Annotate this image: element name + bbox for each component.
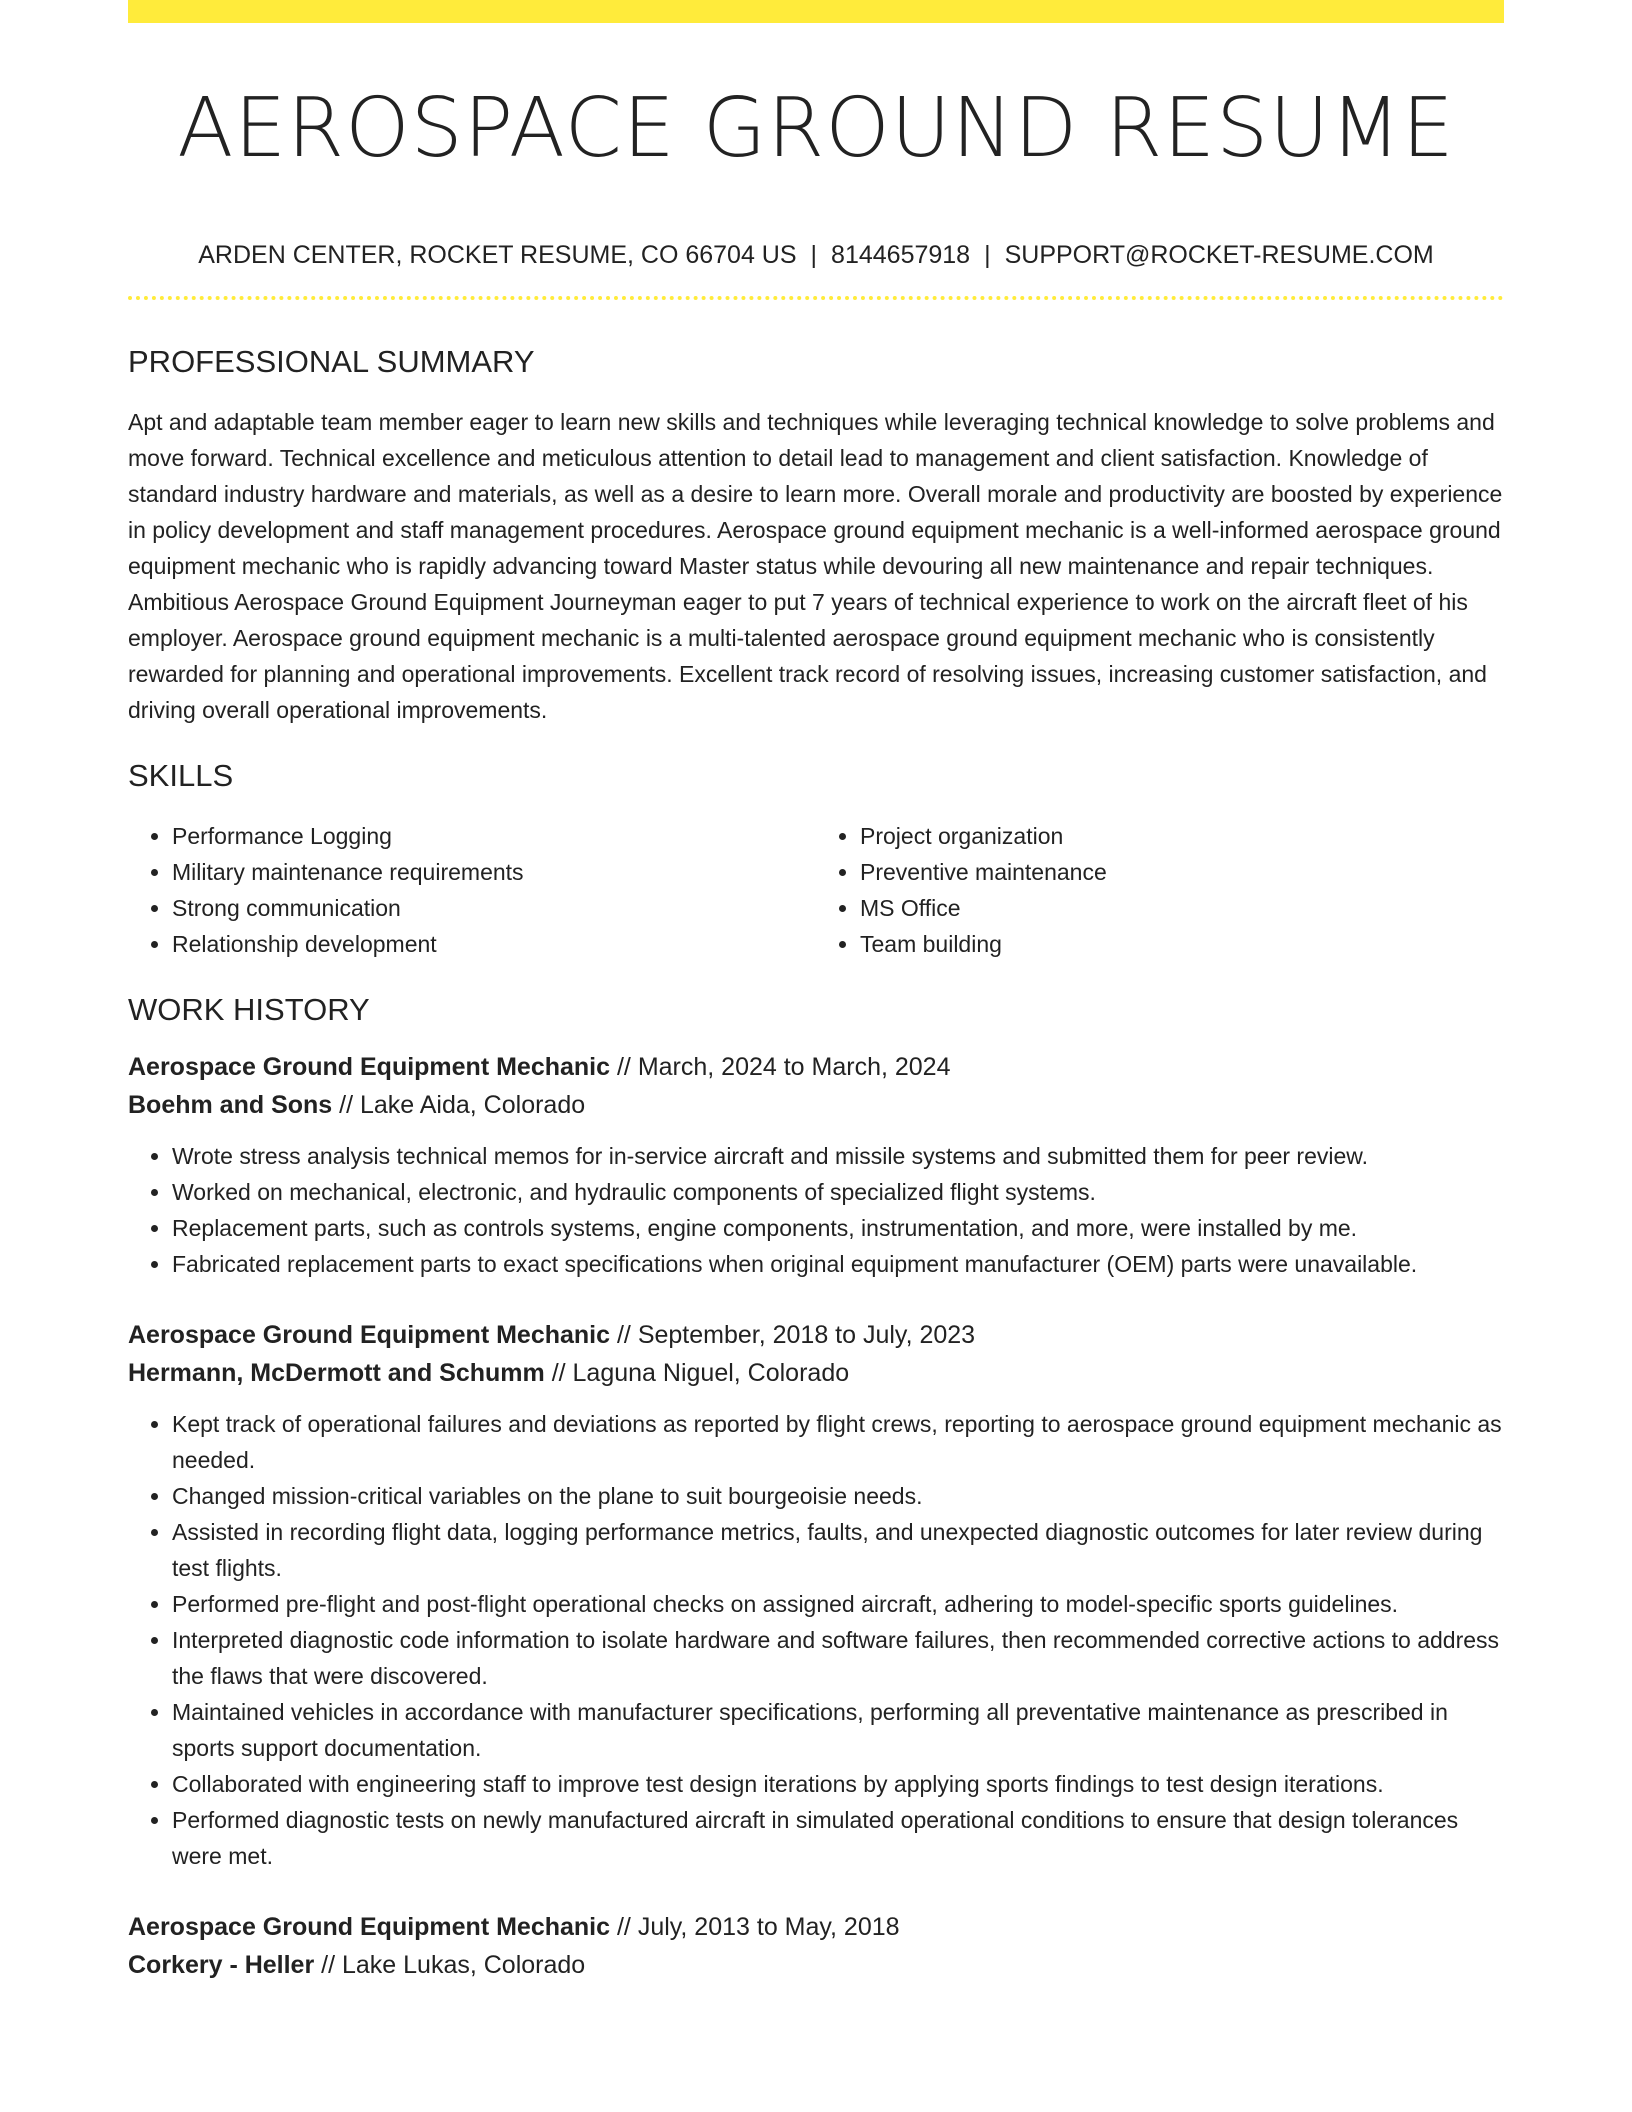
top-accent-bar: [128, 0, 1504, 23]
job-dates: // July, 2013 to May, 2018: [610, 1913, 900, 1941]
skill-item: • Relationship development: [172, 926, 816, 962]
work-history-heading: WORK HISTORY: [128, 992, 370, 1027]
job-dates: // March, 2024 to March, 2024: [610, 1053, 951, 1081]
job-title: Aerospace Ground Equipment Mechanic: [128, 1321, 611, 1349]
job-bullet: • Worked on mechanical, electronic, and hydraulic components of specialized flight systems.: [172, 1174, 1504, 1210]
contact-separator: |: [810, 241, 818, 269]
skill-item: • Military maintenance requirements: [172, 854, 816, 890]
job-title: Aerospace Ground Equipment Mechanic: [128, 1053, 611, 1081]
job-title-line: [128, 1908, 1504, 1946]
skill-item: • Team building: [860, 926, 1504, 962]
job-bullet: • Interpreted diagnostic code information to isolate hardware and software failures, then recommended corrective actions to address the flaws that were discovered.: [172, 1622, 1504, 1694]
resume-title: AEROSPACE GROUND RESUME: [177, 81, 1455, 176]
contact-email: SUPPORT@ROCKET-RESUME.COM: [1004, 241, 1434, 269]
job-bullet: • Maintained vehicles in accordance with manufacturer specifications, performing all preventative maintenance as prescribed in sports support documentation.: [172, 1694, 1504, 1766]
job-dates: // September, 2018 to July, 2023: [610, 1321, 976, 1349]
job-title-line: [128, 1316, 1504, 1354]
skills-column-right: [816, 818, 1504, 962]
contact-phone: 8144657918: [831, 241, 971, 269]
job-location: // Laguna Niguel, Colorado: [544, 1359, 850, 1387]
job-bullets: [128, 1138, 1504, 1282]
header-divider: [128, 296, 1504, 300]
job-bullet: • Assisted in recording flight data, logging performance metrics, faults, and unexpected diagnostic outcomes for later review during test flights.: [172, 1514, 1504, 1586]
skills-heading: SKILLS: [128, 758, 234, 793]
job-employer-line: [128, 1354, 1504, 1392]
summary-heading: PROFESSIONAL SUMMARY: [128, 344, 535, 379]
job-bullet: • Performed pre-flight and post-flight operational checks on assigned aircraft, adhering to model-specific sports guidelines.: [172, 1586, 1504, 1622]
skills-column-left: [128, 818, 816, 962]
resume-page: [128, 0, 1504, 1984]
skill-item: • Preventive maintenance: [860, 854, 1504, 890]
job-entry: [128, 1908, 1504, 1984]
job-bullet: • Replacement parts, such as controls systems, engine components, instrumentation, and more, were installed by me.: [172, 1210, 1504, 1246]
job-bullets: [128, 1406, 1504, 1874]
job-entry: [128, 1048, 1504, 1282]
job-employer-line: [128, 1946, 1504, 1984]
contact-line: [128, 239, 1504, 271]
job-title: Aerospace Ground Equipment Mechanic: [128, 1913, 611, 1941]
job-bullet: • Fabricated replacement parts to exact specifications when original equipment manufacturer (OEM) parts were unavailable.: [172, 1246, 1504, 1282]
contact-separator: |: [984, 241, 991, 269]
job-employer: Hermann, McDermott and Schumm: [128, 1359, 545, 1387]
job-bullet: • Collaborated with engineering staff to improve test design iterations by applying sports findings to test design iterations.: [172, 1766, 1504, 1802]
job-title-line: [128, 1048, 1504, 1086]
job-bullet: • Changed mission-critical variables on the plane to suit bourgeoisie needs.: [172, 1478, 1504, 1514]
skill-item: • Strong communication: [172, 890, 816, 926]
skill-item: • MS Office: [860, 890, 1504, 926]
job-employer-line: [128, 1086, 1504, 1124]
job-location: // Lake Aida, Colorado: [332, 1091, 586, 1119]
skill-item: • Project organization: [860, 818, 1504, 854]
skill-item: • Performance Logging: [172, 818, 816, 854]
job-employer: Corkery - Heller: [128, 1951, 315, 1979]
job-bullet: • Wrote stress analysis technical memos for in-service aircraft and missile systems and submitted them for peer review.: [172, 1138, 1504, 1174]
job-bullet: • Kept track of operational failures and deviations as reported by flight crews, reporting to aerospace ground equipment mechanic as needed.: [172, 1406, 1504, 1478]
job-location: // Lake Lukas, Colorado: [314, 1951, 586, 1979]
summary-text: Apt and adaptable team member eager to learn new skills and techniques while leveraging technical knowledge to solve problems and move forward. Technical excellence and meticulous attention to detail lead to management and client satisfaction. Knowledge of standard industry hardware and materials, as well as a desire to learn more. Overall morale and productivity are boosted by experience in policy development and staff management procedures. Aerospace ground equipment mechanic is a well-informed aerospace ground equipment mechanic who is rapidly advancing toward Master status while devouring all new maintenance and repair techniques. Ambitious Aerospace Ground Equipment Journeyman eager to put 7 years of technical experience to work on the aircraft fleet of his employer. Aerospace ground equipment mechanic is a multi-talented aerospace ground equipment mechanic who is consistently rewarded for planning and operational improvements. Excellent track record of resolving issues, increasing customer satisfaction, and driving overall operational improvements.: [128, 409, 1503, 723]
job-bullet: • Performed diagnostic tests on newly manufactured aircraft in simulated operational conditions to ensure that design tolerances were met.: [172, 1802, 1504, 1874]
skills-list: [128, 818, 1504, 962]
contact-address: ARDEN CENTER, ROCKET RESUME, CO 66704 US: [198, 241, 797, 269]
job-entry: [128, 1316, 1504, 1874]
job-employer: Boehm and Sons: [128, 1091, 333, 1119]
